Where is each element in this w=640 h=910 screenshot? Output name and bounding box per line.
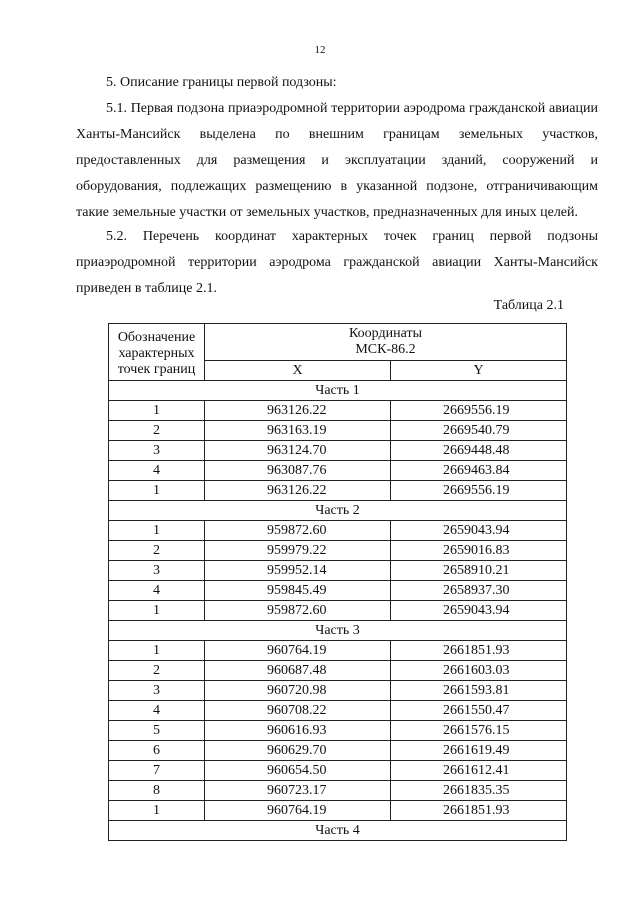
x-coordinate-cell: 959979.22 (205, 541, 391, 561)
table-row (109, 421, 567, 441)
x-coordinate-cell: 963163.19 (205, 421, 391, 441)
header-line-3: точек границ (117, 362, 196, 377)
x-coordinate-cell: 963124.70 (205, 441, 391, 461)
x-coordinate-cell: 963126.22 (205, 481, 391, 501)
y-coordinate-cell: 2661851.93 (391, 641, 567, 661)
part-header-row (109, 621, 567, 641)
part-title: Часть 3 (109, 621, 567, 641)
x-coordinate-cell: 959952.14 (205, 561, 391, 581)
part-header-row (109, 501, 567, 521)
y-coordinate-cell: 2659043.94 (391, 521, 567, 541)
y-coordinate-cell: 2669556.19 (391, 481, 567, 501)
table-row (109, 601, 567, 621)
point-number-cell: 1 (109, 521, 205, 541)
paragraph-5-2: 5.2. Перечень координат характерных точек границ первой подзоны приаэродромной территории аэродрома гражданской авиации Ханты-Мансийск приведен в таблице 2.1. (76, 229, 598, 296)
y-coordinate-cell: 2669540.79 (391, 421, 567, 441)
point-designation-header (109, 324, 205, 381)
point-number-cell: 8 (109, 781, 205, 801)
coordinate-system-label: МСК-86.2 (355, 342, 416, 357)
part-title: Часть 1 (109, 381, 567, 401)
x-coordinate-cell: 963087.76 (205, 461, 391, 481)
table-row (109, 401, 567, 421)
y-coordinate-cell: 2659016.83 (391, 541, 567, 561)
table-row (109, 541, 567, 561)
header-line-2: характерных (118, 346, 195, 361)
y-coordinate-cell: 2658937.30 (391, 581, 567, 601)
point-number-cell: 2 (109, 541, 205, 561)
part-title: Часть 2 (109, 501, 567, 521)
table-row (109, 701, 567, 721)
table-row (109, 761, 567, 781)
point-number-cell: 1 (109, 601, 205, 621)
y-column-header: Y (391, 361, 567, 381)
x-coordinate-cell: 959872.60 (205, 601, 391, 621)
table-row (109, 661, 567, 681)
y-coordinate-cell: 2661619.49 (391, 741, 567, 761)
table-row (109, 561, 567, 581)
part-title: Часть 4 (109, 821, 567, 841)
part-header-row (109, 821, 567, 841)
x-coordinate-cell: 959845.49 (205, 581, 391, 601)
x-coordinate-cell: 960687.48 (205, 661, 391, 681)
x-coordinate-cell: 960629.70 (205, 741, 391, 761)
table-row (109, 481, 567, 501)
coordinates-header (205, 324, 567, 361)
y-coordinate-cell: 2661550.47 (391, 701, 567, 721)
paragraph-5-1: 5.1. Первая подзона приаэродромной территории аэродрома гражданской авиации Ханты-Мансийск выделена по внешним границам земельных участков, предоставленных для размещения и эксплуатации зданий, сооружений и оборудования, подлежащих размещению в указанной подзоне, отграничивающим такие земельные участки от земельных участков, предназначенных для иных целей. (76, 101, 598, 220)
point-number-cell: 2 (109, 661, 205, 681)
y-coordinate-cell: 2661612.41 (391, 761, 567, 781)
header-line-1: Обозначение (117, 330, 196, 345)
table-row (109, 441, 567, 461)
point-number-cell: 6 (109, 741, 205, 761)
y-coordinate-cell: 2661603.03 (391, 661, 567, 681)
point-number-cell: 2 (109, 421, 205, 441)
table-row (109, 801, 567, 821)
y-coordinate-cell: 2661835.35 (391, 781, 567, 801)
table-row (109, 641, 567, 661)
coordinates-table (108, 323, 567, 841)
x-coordinate-cell: 960654.50 (205, 761, 391, 781)
point-number-cell: 1 (109, 641, 205, 661)
table-row (109, 681, 567, 701)
point-number-cell: 3 (109, 681, 205, 701)
point-number-cell: 5 (109, 721, 205, 741)
y-coordinate-cell: 2669463.84 (391, 461, 567, 481)
point-number-cell: 4 (109, 461, 205, 481)
point-number-cell: 1 (109, 801, 205, 821)
x-coordinate-cell: 960764.19 (205, 801, 391, 821)
point-number-cell: 1 (109, 481, 205, 501)
y-coordinate-cell: 2658910.21 (391, 561, 567, 581)
y-coordinate-cell: 2659043.94 (391, 601, 567, 621)
point-number-cell: 1 (109, 401, 205, 421)
table-caption: Таблица 2.1 (493, 298, 564, 313)
x-coordinate-cell: 960764.19 (205, 641, 391, 661)
point-number-cell: 4 (109, 701, 205, 721)
y-coordinate-cell: 2669556.19 (391, 401, 567, 421)
point-number-cell: 3 (109, 441, 205, 461)
x-coordinate-cell: 960616.93 (205, 721, 391, 741)
point-number-cell: 4 (109, 581, 205, 601)
x-coordinate-cell: 959872.60 (205, 521, 391, 541)
y-coordinate-cell: 2669448.48 (391, 441, 567, 461)
table-row (109, 721, 567, 741)
page-number: 12 (314, 44, 326, 56)
y-coordinate-cell: 2661593.81 (391, 681, 567, 701)
table-row (109, 741, 567, 761)
part-header-row (109, 381, 567, 401)
section-heading: 5. Описание границы первой подзоны: (106, 75, 337, 90)
table-row (109, 781, 567, 801)
x-coordinate-cell: 960723.17 (205, 781, 391, 801)
point-number-cell: 3 (109, 561, 205, 581)
y-coordinate-cell: 2661576.15 (391, 721, 567, 741)
x-coordinate-cell: 960720.98 (205, 681, 391, 701)
table-row (109, 461, 567, 481)
x-column-header: X (205, 361, 391, 381)
x-coordinate-cell: 963126.22 (205, 401, 391, 421)
y-coordinate-cell: 2661851.93 (391, 801, 567, 821)
point-number-cell: 7 (109, 761, 205, 781)
coordinates-label: Координаты (349, 326, 422, 341)
table-row (109, 581, 567, 601)
table-row (109, 521, 567, 541)
table-body (109, 381, 567, 841)
x-coordinate-cell: 960708.22 (205, 701, 391, 721)
